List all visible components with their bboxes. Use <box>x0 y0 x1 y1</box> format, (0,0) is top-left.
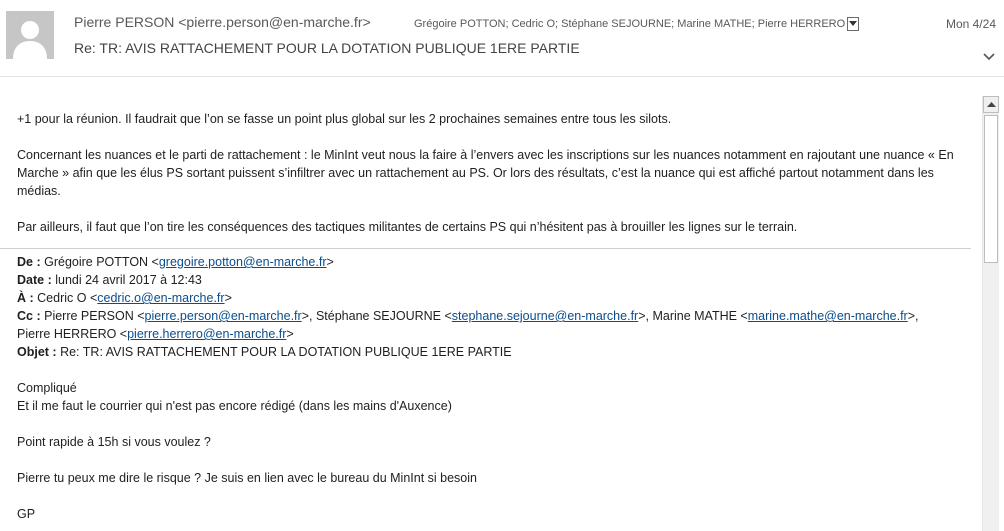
quoted-cc <box>17 307 972 343</box>
quoted-from-name: Grégoire POTTON < <box>44 255 159 269</box>
cc-email-link[interactable]: pierre.person@en-marche.fr <box>144 309 302 323</box>
quoted-cc-label: Cc : <box>17 309 41 323</box>
quoted-from-close: > <box>326 255 334 269</box>
quoted-separator <box>0 248 971 249</box>
body-paragraph: +1 pour la réunion. Il faudrait que l’on se fasse un point plus global sur les 2 prochaines semaines entre tous les silots. <box>17 112 672 126</box>
quoted-subject <box>17 343 972 361</box>
quoted-to-label: À : <box>17 291 34 305</box>
quoted-to <box>17 289 972 307</box>
quoted-body <box>17 379 972 523</box>
quoted-to-email-link[interactable]: cedric.o@en-marche.fr <box>97 291 225 305</box>
recipients-list[interactable]: Grégoire POTTON; Cedric O; Stéphane SEJOURNE; Marine MATHE; Pierre HERRERO <box>414 18 846 30</box>
quoted-from-email-link[interactable]: gregoire.potton@en-marche.fr <box>158 255 327 269</box>
quoted-header <box>17 253 972 361</box>
quoted-date-label: Date : <box>17 273 52 287</box>
cc-name: Pierre PERSON < <box>44 309 145 323</box>
cc-email-link[interactable]: stephane.sejourne@en-marche.fr <box>451 309 639 323</box>
cc-close: >, <box>638 309 653 323</box>
cc-close: > <box>286 327 294 341</box>
quoted-subject-value: Re: TR: AVIS RATTACHEMENT POUR LA DOTATION PUBLIQUE 1ERE PARTIE <box>60 345 512 359</box>
quoted-date-value: lundi 24 avril 2017 à 12:43 <box>55 273 202 287</box>
message-body <box>0 96 982 531</box>
recipients-more-button[interactable] <box>847 17 859 31</box>
recipients-line[interactable] <box>414 17 859 31</box>
quoted-from-label: De : <box>17 255 41 269</box>
sender-avatar[interactable] <box>6 11 54 59</box>
message-header <box>0 0 1004 76</box>
cc-close: >, <box>907 309 919 323</box>
scroll-up-button[interactable] <box>983 96 999 113</box>
message-subject: Re: TR: AVIS RATTACHEMENT POUR LA DOTATION PUBLIQUE 1ERE PARTIE <box>74 40 580 56</box>
cc-email-link[interactable]: pierre.herrero@en-marche.fr <box>127 327 287 341</box>
quoted-from <box>17 253 972 271</box>
dropdown-arrow-icon <box>849 21 857 27</box>
quoted-line: GP <box>17 507 36 521</box>
quoted-line: Pierre tu peux me dire le risque ? Je suis en lien avec le bureau du MinInt si besoin <box>17 471 477 485</box>
sender-name[interactable]: Pierre PERSON <pierre.person@en-marche.fr> <box>74 14 371 30</box>
body-paragraph: Concernant les nuances et le parti de rattachement : le MinInt veut nous la faire à l’envers avec les inscriptions sur les nuances notamment en rajoutant une nuance « En Marche » afin que les élus PS sortant puissent s’infiltrer avec un rattachement au PS. Or lors des résultats, c’est la nuance qui est affiché partout notamment dans les médias. <box>17 148 954 198</box>
quoted-subject-label: Objet : <box>17 345 57 359</box>
cc-email-link[interactable]: marine.mathe@en-marche.fr <box>747 309 908 323</box>
message-date: Mon 4/24 <box>945 17 996 31</box>
quoted-line: Et il me faut le courrier qui n'est pas encore rédigé (dans les mains d'Auxence) <box>17 399 452 413</box>
vertical-scrollbar[interactable] <box>982 96 999 531</box>
cc-name: Marine MATHE < <box>652 309 748 323</box>
body-paragraph: Par ailleurs, il faut que l’on tire les conséquences des tactiques militantes de certains PS qui n’hésitent pas à brouiller les lignes sur le terrain. <box>17 220 798 234</box>
cc-name: Pierre HERRERO < <box>17 327 128 341</box>
quoted-date <box>17 271 972 289</box>
cc-close: >, <box>301 309 316 323</box>
quoted-to-close: > <box>224 291 232 305</box>
person-silhouette-icon <box>6 11 54 59</box>
quoted-line: Compliqué <box>17 381 77 395</box>
scroll-thumb[interactable] <box>984 115 998 263</box>
message-content <box>17 110 972 523</box>
quoted-to-name: Cedric O < <box>37 291 98 305</box>
scroll-up-arrow-icon <box>987 102 996 108</box>
header-divider <box>0 76 1004 77</box>
chevron-down-icon[interactable] <box>983 52 995 62</box>
cc-name: Stéphane SEJOURNE < <box>315 309 452 323</box>
quoted-line: Point rapide à 15h si vous voulez ? <box>17 435 211 449</box>
